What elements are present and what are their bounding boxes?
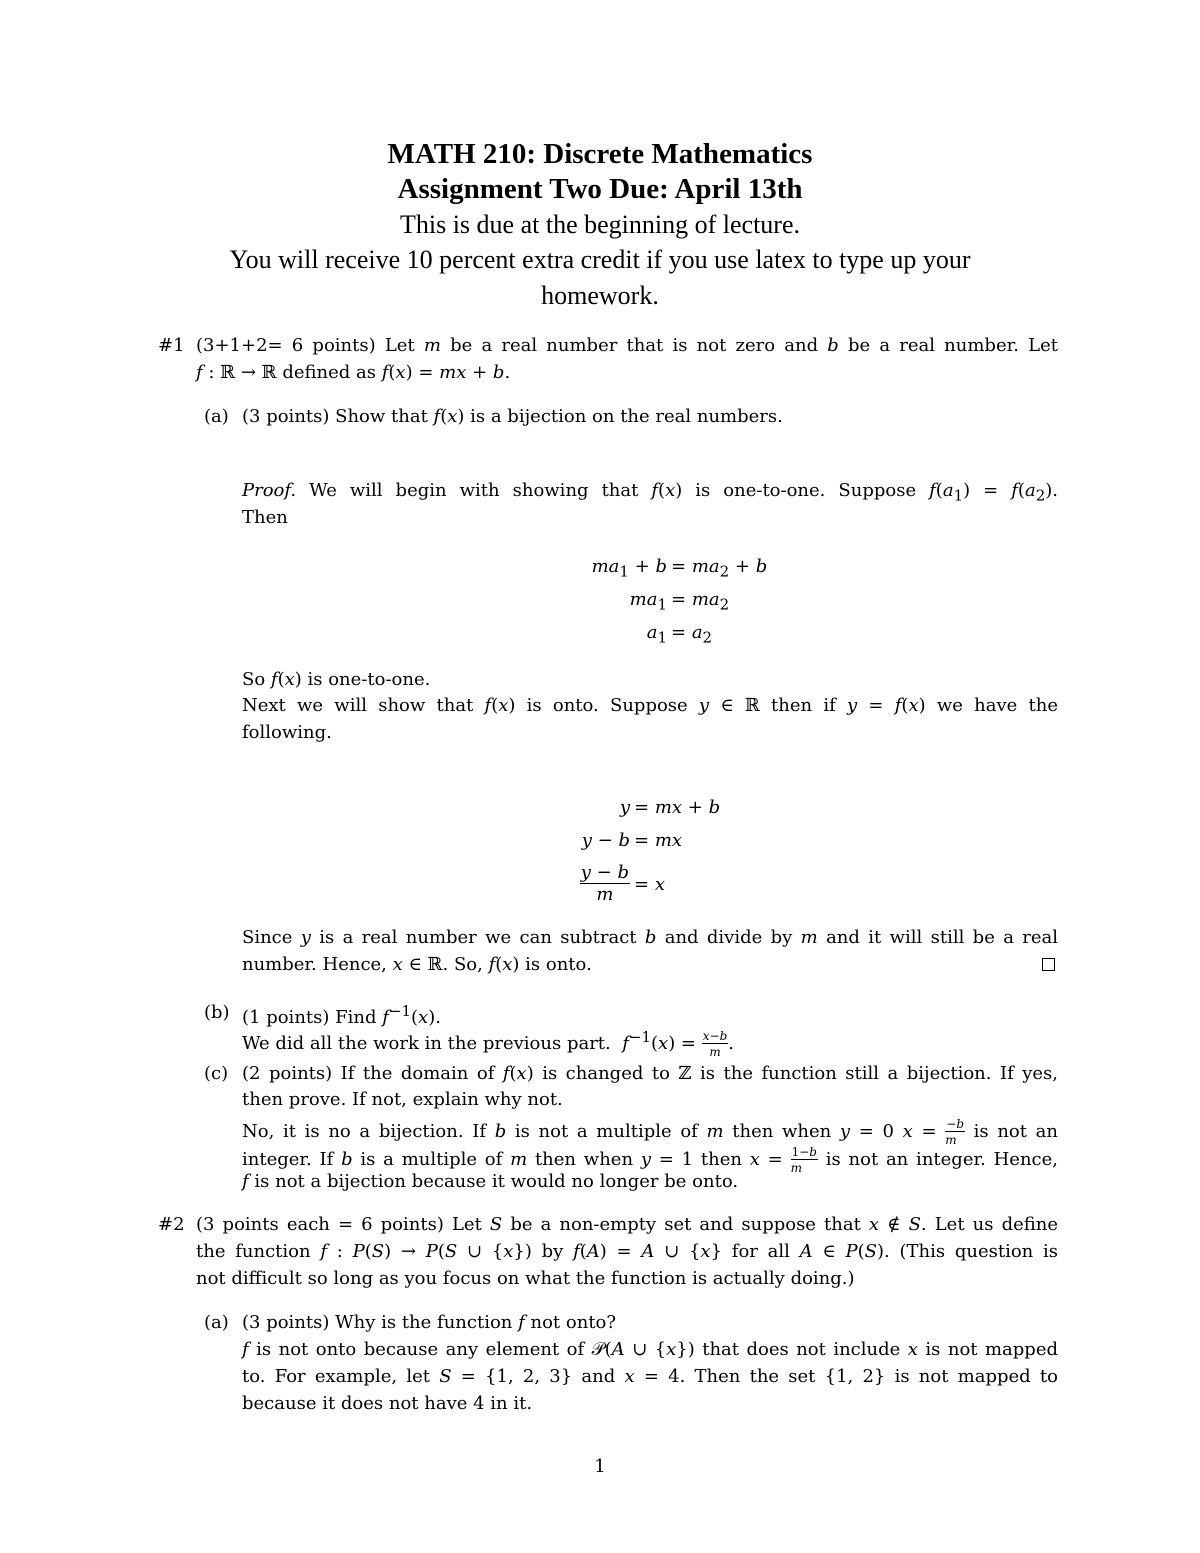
q1a-onto-intro-cont: following. [242,722,332,743]
proof-label: Proof. [242,480,297,501]
q1a-points: (3 points) [242,406,330,427]
q1-number: #1 [158,335,185,356]
q1a-onto-conclusion-2: number. Hence, x ∈ ℝ. So, f(x) is onto. [242,954,592,975]
extra-credit-note: You will receive 10 percent extra credit if you use latex to type up your [229,245,971,274]
q1b-question: (1 points) Find $f^{-1}(x)$. [242,1002,441,1028]
eq1-lhs-2: $ma_1$ [629,589,667,614]
eq1-rhs-3: = $a_2$ [671,622,713,647]
q1c-label: (c) [204,1063,229,1084]
eq1-rhs-2: = $ma_2$ [671,589,730,614]
q1a-one-to-one-conclusion: So f(x) is one-to-one. [242,669,431,690]
q1a-onto-intro: Next we will show that f(x) is onto. Suppose y ∈ ℝ then if y = f(x) we have the [242,695,1058,716]
q2-number: #2 [158,1214,185,1235]
q1c-question-1: (2 points) If the domain of f(x) is changed to ℤ is the function still a bijection. If yes, [242,1063,1058,1084]
due-note: This is due at the beginning of lecture. [399,210,800,239]
q1b-answer: We did all the work in the previous part. $f^{-1}(x)$ = $\frac{x-b}{m}$ . [242,1028,735,1059]
assignment-due: Assignment Two Due: April 13th [397,173,803,205]
page-number: 1 [594,1456,606,1477]
q1b-points: (1 points) [242,1007,330,1028]
q1a-question: (3 points) Show that f(x) is a bijection on the real numbers. [242,406,783,427]
extra-credit-note-cont: homework. [541,281,659,310]
eq2-rhs-2: = mx [634,830,683,851]
q2a-answer-2: to. For example, let S = {1, 2, 3} and x = 4. Then the set {1, 2} is not mapped to [242,1366,1058,1387]
q1-statement-line1: (3+1+2= 6 points) Let m be a real number that is not zero and b be a real number. Let [196,335,1058,356]
q2-statement-1: (3 points each = 6 points) Let S be a non-empty set and suppose that x ∉ S. Let us define [196,1214,1058,1235]
eq2-rhs-3: = x [634,874,665,895]
q1c-points: (2 points) [242,1063,333,1084]
q2-statement-3: not difficult so long as you focus on what the function is actually doing.) [196,1268,855,1289]
q1a-proof-line2: Then [242,507,288,528]
q1c-answer-3: f is not a bijection because it would no longer be onto. [242,1171,739,1192]
q1b-label: (b) [204,1002,230,1023]
eq2-rhs-1: = mx + b [634,797,721,818]
document-title: MATH 210: Discrete Mathematics [387,138,813,170]
q2-points: (3 points each = 6 points) [196,1214,444,1235]
eq1-lhs-1: $ma_1 + b$ [591,556,667,581]
q1c-answer-1: No, it is no a bijection. If b is not a multiple of m then when y = 0 x = $\frac{-b}{m}$ is not an [242,1117,1059,1147]
q1c-question-2: then prove. If not, explain why not. [242,1089,563,1110]
eq2-lhs-3: $\frac{y - b}{m}$ [580,862,629,905]
q1a-onto-conclusion-1: Since y is a real number we can subtract b and divide by m and it will still be a real [242,927,1059,948]
q1c-answer-2: integer. If b is a multiple of m then when y = 1 then x = $\frac{1-b}{m}$ is not an integer. Hence, [242,1145,1058,1175]
eq2-lhs-1: y [619,797,630,818]
q2a-points: (3 points) [242,1312,330,1333]
q1-statement-line2: f : ℝ → ℝ defined as f(x) = mx + b. [196,362,511,383]
eq1-rhs-1: = $ma_2 + b$ [671,556,768,581]
q2a-question: (3 points) Why is the function f not onto? [242,1312,617,1333]
qed-square-icon [1042,958,1055,971]
q1a-label: (a) [204,406,229,427]
q1-points: (3+1+2= 6 points) [196,335,376,356]
q2a-answer-3: because it does not have 4 in it. [242,1393,533,1414]
q2-statement-2: the function f : P(S) → P(S ∪ {x}) by f(A) = A ∪ {x} for all A ∈ P(S). (This question is [196,1241,1058,1262]
q2a-label: (a) [204,1312,229,1333]
eq1-lhs-3: $a_1$ [646,622,667,647]
q1a-proof-line1: Proof. We will begin with showing that f(x) is one-to-one. Suppose $f(a_1) = f(a_2)$. [242,480,1058,505]
q2a-answer-1: f is not onto because any element of 𝒫(A ∪ {x}) that does not include x is not mapped [242,1339,1059,1360]
eq2-lhs-2: y − b [581,830,630,851]
